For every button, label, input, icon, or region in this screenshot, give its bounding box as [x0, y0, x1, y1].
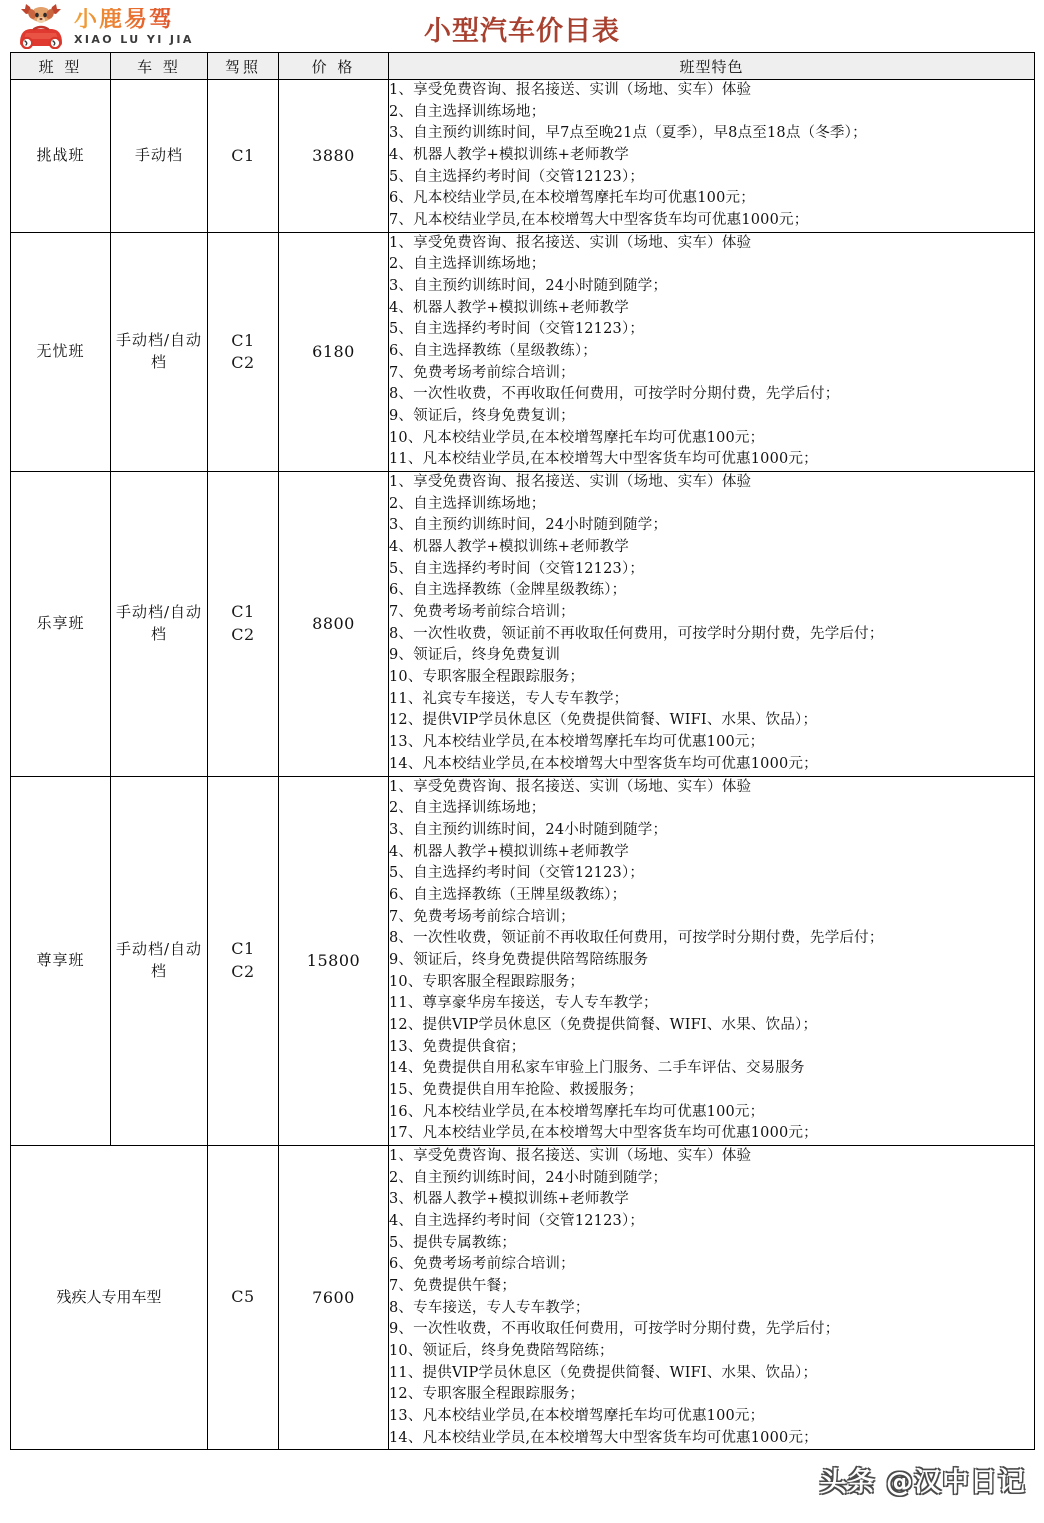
feature-item: 5、自主选择约考时间（交管12123）；	[389, 321, 645, 338]
feature-item: 5、自主选择约考时间（交管12123）；	[389, 168, 645, 185]
price-table-container	[10, 52, 1034, 1450]
feature-item: 6、免费考场考前综合培训；	[389, 1256, 575, 1273]
column-header-features: 班型特色	[389, 53, 1035, 80]
feature-item: 9、领证后，终身免费复训	[389, 647, 561, 664]
cell-features	[389, 472, 1035, 776]
cell-price: 6180	[279, 232, 389, 471]
feature-item: 6、凡本校结业学员,在本校增驾摩托车均可优惠100元；	[389, 190, 755, 207]
cell-transmission: 手动档/自动档	[111, 776, 208, 1145]
feature-item: 2、自主选择训练场地；	[389, 256, 546, 273]
feature-item: 1、享受免费咨询、报名接送、实训（场地、实车）体验	[389, 778, 752, 795]
feature-item: 14、凡本校结业学员,在本校增驾大中型客货车均可优惠1000元；	[389, 1429, 818, 1446]
table-header	[11, 53, 1035, 80]
cell-transmission: 手动档/自动档	[111, 232, 208, 471]
feature-item: 4、机器人教学+模拟训练+老师教学	[389, 299, 629, 316]
feature-item: 2、自主选择训练场地；	[389, 495, 546, 512]
feature-item: 8、一次性收费，领证前不再收取任何费用，可按学时分期付费，先学后付；	[389, 625, 884, 642]
table-row	[11, 232, 1035, 471]
feature-item: 4、自主选择约考时间（交管12123）；	[389, 1212, 645, 1229]
cell-features	[389, 776, 1035, 1145]
cell-features	[389, 1145, 1035, 1449]
cell-class-name: 残疾人专用车型	[11, 1145, 208, 1449]
cell-price: 3880	[279, 80, 389, 233]
column-header-class: 班 型	[11, 53, 111, 80]
cell-transmission: 手动档	[111, 80, 208, 233]
column-header-license: 驾照	[208, 53, 279, 80]
feature-item: 1、享受免费咨询、报名接送、实训（场地、实车）体验	[389, 234, 752, 251]
cell-license: C5	[208, 1145, 279, 1449]
table-row	[11, 1145, 1035, 1449]
deer-driving-car-icon	[14, 3, 68, 49]
feature-item: 6、自主选择教练（王牌星级教练）；	[389, 886, 627, 903]
feature-item: 1、享受免费咨询、报名接送、实训（场地、实车）体验	[389, 1147, 752, 1164]
cell-price: 7600	[279, 1145, 389, 1449]
feature-item: 6、自主选择教练（金牌星级教练）；	[389, 582, 627, 599]
cell-license: C1 C2	[208, 776, 279, 1145]
feature-item: 4、机器人教学+模拟训练+老师教学	[389, 147, 629, 164]
feature-item: 10、凡本校结业学员,在本校增驾摩托车均可优惠100元；	[389, 429, 765, 446]
feature-item: 8、专车接送，专人专车教学；	[389, 1299, 590, 1316]
brand-name-en: XIAO LU YI JIA	[74, 32, 194, 46]
brand-text	[74, 5, 194, 46]
watermark: 头条 @汉中日记	[819, 1467, 1026, 1498]
feature-item: 8、一次性收费，领证前不再收取任何费用，可按学时分期付费，先学后付；	[389, 930, 884, 947]
feature-item: 11、尊享豪华房车接送，专人专车教学；	[389, 995, 658, 1012]
column-header-price: 价 格	[279, 53, 389, 80]
feature-item: 13、凡本校结业学员,在本校增驾摩托车均可优惠100元；	[389, 1407, 765, 1424]
cell-class-name: 无忧班	[11, 232, 111, 471]
table-row	[11, 80, 1035, 233]
feature-item: 5、自主选择约考时间（交管12123）；	[389, 560, 645, 577]
feature-item: 15、免费提供自用车抢险、救援服务；	[389, 1081, 644, 1098]
feature-item: 12、专职客服全程跟踪服务；	[389, 1386, 585, 1403]
cell-transmission: 手动档/自动档	[111, 472, 208, 776]
feature-item: 7、免费提供午餐；	[389, 1277, 517, 1294]
feature-item: 3、自主预约训练时间，24小时随到随学；	[389, 517, 668, 534]
feature-item: 9、领证后，终身免费提供陪驾陪练服务	[389, 951, 649, 968]
cell-license: C1 C2	[208, 472, 279, 776]
feature-item: 7、凡本校结业学员,在本校增驾大中型客货车均可优惠1000元；	[389, 212, 809, 229]
cell-license: C1	[208, 80, 279, 233]
feature-item: 17、凡本校结业学员,在本校增驾大中型客货车均可优惠1000元；	[389, 1125, 818, 1142]
feature-item: 11、提供VIP学员休息区（免费提供简餐、WIFI、水果、饮品）；	[389, 1364, 818, 1381]
brand-name-cn: 小鹿易驾	[74, 8, 194, 31]
feature-item: 5、提供专属教练；	[389, 1234, 517, 1251]
feature-item: 10、领证后，终身免费陪驾陪练；	[389, 1342, 614, 1359]
feature-item: 3、自主预约训练时间，24小时随到随学；	[389, 278, 668, 295]
feature-item: 7、免费考场考前综合培训；	[389, 908, 575, 925]
feature-item: 14、凡本校结业学员,在本校增驾大中型客货车均可优惠1000元；	[389, 755, 818, 772]
cell-class-name: 乐享班	[11, 472, 111, 776]
page-title: 小型汽车价目表	[424, 16, 620, 47]
feature-item: 3、自主预约训练时间，早7点至晚21点（夏季），早8点至18点（冬季）；	[389, 125, 867, 142]
feature-item: 2、自主选择训练场地；	[389, 103, 546, 120]
feature-item: 3、自主预约训练时间，24小时随到随学；	[389, 821, 668, 838]
feature-item: 7、免费考场考前综合培训；	[389, 604, 575, 621]
feature-item: 11、礼宾专车接送，专人专车教学；	[389, 690, 629, 707]
price-table	[10, 52, 1035, 1450]
table-body	[11, 80, 1035, 1450]
table-row	[11, 776, 1035, 1145]
feature-item: 4、机器人教学+模拟训练+老师教学	[389, 539, 629, 556]
cell-features	[389, 232, 1035, 471]
cell-features	[389, 80, 1035, 233]
feature-item: 2、自主预约训练时间，24小时随到随学；	[389, 1169, 668, 1186]
feature-item: 8、一次性收费，不再收取任何费用，可按学时分期付费，先学后付；	[389, 386, 840, 403]
cell-price: 8800	[279, 472, 389, 776]
feature-item: 6、自主选择教练（星级教练）；	[389, 343, 597, 360]
feature-item: 2、自主选择训练场地；	[389, 800, 546, 817]
brand-logo	[14, 3, 194, 49]
feature-item: 11、凡本校结业学员,在本校增驾大中型客货车均可优惠1000元；	[389, 451, 818, 468]
cell-class-name: 尊享班	[11, 776, 111, 1145]
feature-item: 7、免费考场考前综合培训；	[389, 364, 575, 381]
feature-item: 9、一次性收费，不再收取任何费用，可按学时分期付费，先学后付；	[389, 1321, 840, 1338]
feature-item: 13、免费提供食宿；	[389, 1038, 526, 1055]
feature-item: 1、享受免费咨询、报名接送、实训（场地、实车）体验	[389, 474, 752, 491]
cell-price: 15800	[279, 776, 389, 1145]
feature-item: 12、提供VIP学员休息区（免费提供简餐、WIFI、水果、饮品）；	[389, 712, 818, 729]
feature-item: 4、机器人教学+模拟训练+老师教学	[389, 843, 629, 860]
feature-item: 5、自主选择约考时间（交管12123）；	[389, 865, 645, 882]
feature-item: 1、享受免费咨询、报名接送、实训（场地、实车）体验	[389, 82, 752, 98]
feature-item: 10、专职客服全程跟踪服务；	[389, 973, 585, 990]
table-row	[11, 472, 1035, 776]
feature-item: 9、领证后，终身免费复训；	[389, 408, 575, 425]
feature-item: 10、专职客服全程跟踪服务；	[389, 669, 585, 686]
table-header-row	[11, 53, 1035, 80]
cell-class-name: 挑战班	[11, 80, 111, 233]
cell-license: C1 C2	[208, 232, 279, 471]
feature-item: 14、免费提供自用私家车审验上门服务、二手车评估、交易服务	[389, 1060, 805, 1077]
column-header-transmission: 车 型	[111, 53, 208, 80]
feature-item: 3、机器人教学+模拟训练+老师教学	[389, 1191, 629, 1208]
feature-item: 16、凡本校结业学员,在本校增驾摩托车均可优惠100元；	[389, 1103, 765, 1120]
feature-item: 12、提供VIP学员休息区（免费提供简餐、WIFI、水果、饮品）；	[389, 1016, 818, 1033]
page-header	[0, 0, 1044, 52]
feature-item: 13、凡本校结业学员,在本校增驾摩托车均可优惠100元；	[389, 734, 765, 751]
